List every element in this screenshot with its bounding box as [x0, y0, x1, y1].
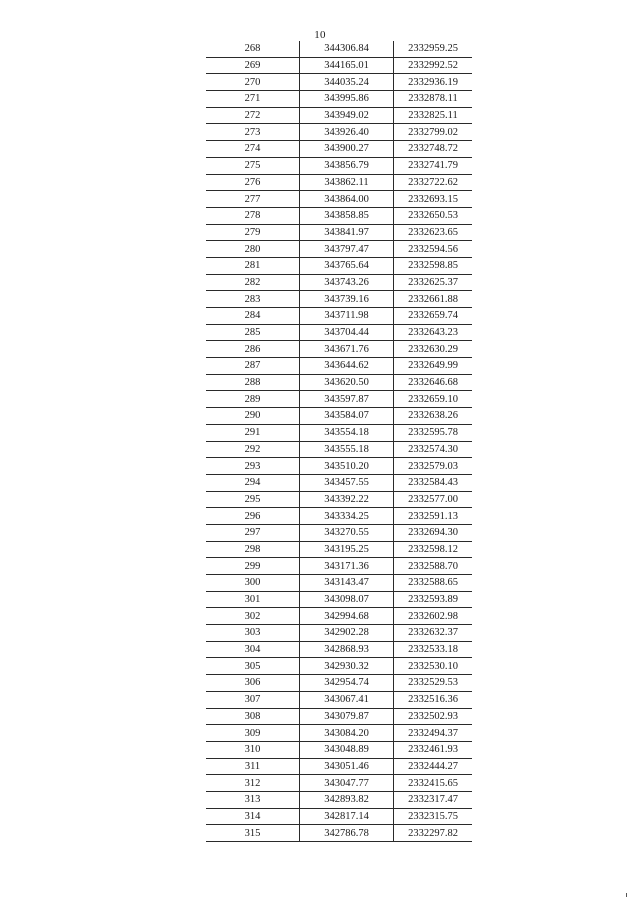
x-coordinate-cell: 343949.02: [300, 107, 394, 124]
x-coordinate-cell: 343743.26: [300, 274, 394, 291]
table-row: [206, 74, 472, 91]
point-number-cell: 292: [206, 441, 300, 458]
y-coordinate-cell: 2332992.52: [394, 57, 473, 74]
point-number-cell: 312: [206, 775, 300, 792]
y-coordinate-cell: 2332591.13: [394, 508, 473, 525]
table-row: [206, 441, 472, 458]
x-coordinate-cell: 343856.79: [300, 157, 394, 174]
y-coordinate-cell: 2332593.89: [394, 591, 473, 608]
point-number-cell: 315: [206, 825, 300, 842]
table-row: [206, 257, 472, 274]
table-row: [206, 391, 472, 408]
x-coordinate-cell: 343926.40: [300, 124, 394, 141]
x-coordinate-cell: 343765.64: [300, 257, 394, 274]
y-coordinate-cell: 2332602.98: [394, 608, 473, 625]
point-number-cell: 283: [206, 291, 300, 308]
x-coordinate-cell: 343797.47: [300, 241, 394, 258]
y-coordinate-cell: 2332936.19: [394, 74, 473, 91]
table-row: [206, 741, 472, 758]
y-coordinate-cell: 2332579.03: [394, 458, 473, 475]
table-row: [206, 591, 472, 608]
x-coordinate-cell: 342868.93: [300, 641, 394, 658]
table-row: [206, 141, 472, 158]
table-row: [206, 658, 472, 675]
point-number-cell: 269: [206, 57, 300, 74]
table-row: [206, 308, 472, 325]
point-number-cell: 288: [206, 374, 300, 391]
x-coordinate-cell: 343510.20: [300, 458, 394, 475]
point-number-cell: 309: [206, 725, 300, 742]
y-coordinate-cell: 2332646.68: [394, 374, 473, 391]
y-coordinate-cell: 2332825.11: [394, 107, 473, 124]
x-coordinate-cell: 342930.32: [300, 658, 394, 675]
table-row: [206, 825, 472, 842]
y-coordinate-cell: 2332317.47: [394, 791, 473, 808]
table-row: [206, 758, 472, 775]
table-body: [206, 41, 472, 842]
table-row: [206, 474, 472, 491]
table-row: [206, 107, 472, 124]
table-row: [206, 191, 472, 208]
table-row: [206, 808, 472, 825]
point-number-cell: 299: [206, 558, 300, 575]
y-coordinate-cell: 2332588.70: [394, 558, 473, 575]
y-coordinate-cell: 2332650.53: [394, 207, 473, 224]
x-coordinate-cell: 343171.36: [300, 558, 394, 575]
point-number-cell: 271: [206, 91, 300, 108]
point-number-cell: 272: [206, 107, 300, 124]
x-coordinate-cell: 343841.97: [300, 224, 394, 241]
table-row: [206, 641, 472, 658]
point-number-cell: 291: [206, 424, 300, 441]
table-row: [206, 491, 472, 508]
x-coordinate-cell: 343079.87: [300, 708, 394, 725]
table-row: [206, 675, 472, 692]
point-number-cell: 305: [206, 658, 300, 675]
y-coordinate-cell: 2332625.37: [394, 274, 473, 291]
y-coordinate-cell: 2332516.36: [394, 691, 473, 708]
y-coordinate-cell: 2332643.23: [394, 324, 473, 341]
y-coordinate-cell: 2332595.78: [394, 424, 473, 441]
table-row: [206, 424, 472, 441]
x-coordinate-cell: 342817.14: [300, 808, 394, 825]
table-row: [206, 124, 472, 141]
point-number-cell: 278: [206, 207, 300, 224]
point-number-cell: 302: [206, 608, 300, 625]
point-number-cell: 289: [206, 391, 300, 408]
point-number-cell: 298: [206, 541, 300, 558]
x-coordinate-cell: 343711.98: [300, 308, 394, 325]
table-row: [206, 541, 472, 558]
y-coordinate-cell: 2332588.65: [394, 575, 473, 592]
x-coordinate-cell: 344306.84: [300, 41, 394, 57]
point-number-cell: 307: [206, 691, 300, 708]
point-number-cell: 304: [206, 641, 300, 658]
x-coordinate-cell: 343143.47: [300, 575, 394, 592]
y-coordinate-cell: 2332799.02: [394, 124, 473, 141]
point-number-cell: 301: [206, 591, 300, 608]
point-number-cell: 270: [206, 74, 300, 91]
x-coordinate-cell: 343620.50: [300, 374, 394, 391]
point-number-cell: 308: [206, 708, 300, 725]
table-row: [206, 558, 472, 575]
point-number-cell: 273: [206, 124, 300, 141]
table-row: [206, 241, 472, 258]
y-coordinate-cell: 2332494.37: [394, 725, 473, 742]
point-number-cell: 284: [206, 308, 300, 325]
x-coordinate-cell: 343995.86: [300, 91, 394, 108]
y-coordinate-cell: 2332461.93: [394, 741, 473, 758]
point-number-cell: 295: [206, 491, 300, 508]
point-number-cell: 294: [206, 474, 300, 491]
y-coordinate-cell: 2332694.30: [394, 524, 473, 541]
x-coordinate-cell: 342786.78: [300, 825, 394, 842]
table-row: [206, 524, 472, 541]
y-coordinate-cell: 2332415.65: [394, 775, 473, 792]
y-coordinate-cell: 2332638.26: [394, 408, 473, 425]
point-number-cell: 280: [206, 241, 300, 258]
table-row: [206, 174, 472, 191]
point-number-cell: 296: [206, 508, 300, 525]
x-coordinate-cell: 342893.82: [300, 791, 394, 808]
point-number-cell: 310: [206, 741, 300, 758]
x-coordinate-cell: 342994.68: [300, 608, 394, 625]
y-coordinate-cell: 2332741.79: [394, 157, 473, 174]
x-coordinate-cell: 343195.25: [300, 541, 394, 558]
point-number-cell: 276: [206, 174, 300, 191]
x-coordinate-cell: 342954.74: [300, 675, 394, 692]
y-coordinate-cell: 2332297.82: [394, 825, 473, 842]
point-number-cell: 311: [206, 758, 300, 775]
table-row: [206, 374, 472, 391]
y-coordinate-cell: 2332533.18: [394, 641, 473, 658]
table-row: [206, 57, 472, 74]
table-row: [206, 408, 472, 425]
point-number-cell: 279: [206, 224, 300, 241]
table-row: [206, 324, 472, 341]
y-coordinate-cell: 2332574.30: [394, 441, 473, 458]
x-coordinate-cell: 343862.11: [300, 174, 394, 191]
table-row: [206, 358, 472, 375]
y-coordinate-cell: 2332530.10: [394, 658, 473, 675]
point-number-cell: 297: [206, 524, 300, 541]
y-coordinate-cell: 2332878.11: [394, 91, 473, 108]
x-coordinate-cell: 342902.28: [300, 625, 394, 642]
table-row: [206, 791, 472, 808]
y-coordinate-cell: 2332649.99: [394, 358, 473, 375]
table-row: [206, 691, 472, 708]
point-number-cell: 313: [206, 791, 300, 808]
x-coordinate-cell: 343047.77: [300, 775, 394, 792]
x-coordinate-cell: 344165.01: [300, 57, 394, 74]
point-number-cell: 275: [206, 157, 300, 174]
table-row: [206, 157, 472, 174]
x-coordinate-cell: 343644.62: [300, 358, 394, 375]
table-row: [206, 608, 472, 625]
page-number: 10: [314, 29, 326, 41]
y-coordinate-cell: 2332598.85: [394, 257, 473, 274]
table-row: [206, 575, 472, 592]
table-row: [206, 224, 472, 241]
x-coordinate-cell: 343048.89: [300, 741, 394, 758]
x-coordinate-cell: 344035.24: [300, 74, 394, 91]
y-coordinate-cell: 2332584.43: [394, 474, 473, 491]
y-coordinate-cell: 2332661.88: [394, 291, 473, 308]
table-row: [206, 708, 472, 725]
y-coordinate-cell: 2332959.25: [394, 41, 473, 57]
table-row: [206, 625, 472, 642]
point-number-cell: 287: [206, 358, 300, 375]
x-coordinate-cell: 343051.46: [300, 758, 394, 775]
x-coordinate-cell: 343457.55: [300, 474, 394, 491]
y-coordinate-cell: 2332693.15: [394, 191, 473, 208]
y-coordinate-cell: 2332722.62: [394, 174, 473, 191]
point-number-cell: 285: [206, 324, 300, 341]
point-number-cell: 303: [206, 625, 300, 642]
y-coordinate-cell: 2332748.72: [394, 141, 473, 158]
x-coordinate-cell: 343597.87: [300, 391, 394, 408]
x-coordinate-cell: 343270.55: [300, 524, 394, 541]
point-number-cell: 314: [206, 808, 300, 825]
table-row: [206, 91, 472, 108]
y-coordinate-cell: 2332529.53: [394, 675, 473, 692]
table-row: [206, 725, 472, 742]
x-coordinate-cell: 343392.22: [300, 491, 394, 508]
y-coordinate-cell: 2332594.56: [394, 241, 473, 258]
point-number-cell: 274: [206, 141, 300, 158]
x-coordinate-cell: 343334.25: [300, 508, 394, 525]
x-coordinate-cell: 343584.07: [300, 408, 394, 425]
y-coordinate-cell: 2332502.93: [394, 708, 473, 725]
point-number-cell: 268: [206, 41, 300, 57]
y-coordinate-cell: 2332577.00: [394, 491, 473, 508]
x-coordinate-cell: 343554.18: [300, 424, 394, 441]
table-row: [206, 458, 472, 475]
table-row: [206, 207, 472, 224]
x-coordinate-cell: 343704.44: [300, 324, 394, 341]
y-coordinate-cell: 2332632.37: [394, 625, 473, 642]
point-number-cell: 306: [206, 675, 300, 692]
table-row: [206, 291, 472, 308]
y-coordinate-cell: 2332623.65: [394, 224, 473, 241]
point-number-cell: 300: [206, 575, 300, 592]
table-row: [206, 775, 472, 792]
y-coordinate-cell: 2332659.10: [394, 391, 473, 408]
y-coordinate-cell: 2332444.27: [394, 758, 473, 775]
coordinate-table: [206, 41, 472, 842]
y-coordinate-cell: 2332630.29: [394, 341, 473, 358]
table-row: [206, 341, 472, 358]
x-coordinate-cell: 343555.18: [300, 441, 394, 458]
y-coordinate-cell: 2332315.75: [394, 808, 473, 825]
point-number-cell: 290: [206, 408, 300, 425]
point-number-cell: 293: [206, 458, 300, 475]
table-row: [206, 508, 472, 525]
point-number-cell: 282: [206, 274, 300, 291]
x-coordinate-cell: 343739.16: [300, 291, 394, 308]
x-coordinate-cell: 343098.07: [300, 591, 394, 608]
x-coordinate-cell: 343671.76: [300, 341, 394, 358]
table-row: [206, 274, 472, 291]
x-coordinate-cell: 343858.85: [300, 207, 394, 224]
y-coordinate-cell: 2332598.12: [394, 541, 473, 558]
x-coordinate-cell: 343900.27: [300, 141, 394, 158]
table-row: [206, 41, 472, 57]
point-number-cell: 281: [206, 257, 300, 274]
y-coordinate-cell: 2332659.74: [394, 308, 473, 325]
x-coordinate-cell: 343067.41: [300, 691, 394, 708]
x-coordinate-cell: 343864.00: [300, 191, 394, 208]
corner-mark: [626, 893, 627, 897]
point-number-cell: 286: [206, 341, 300, 358]
point-number-cell: 277: [206, 191, 300, 208]
x-coordinate-cell: 343084.20: [300, 725, 394, 742]
